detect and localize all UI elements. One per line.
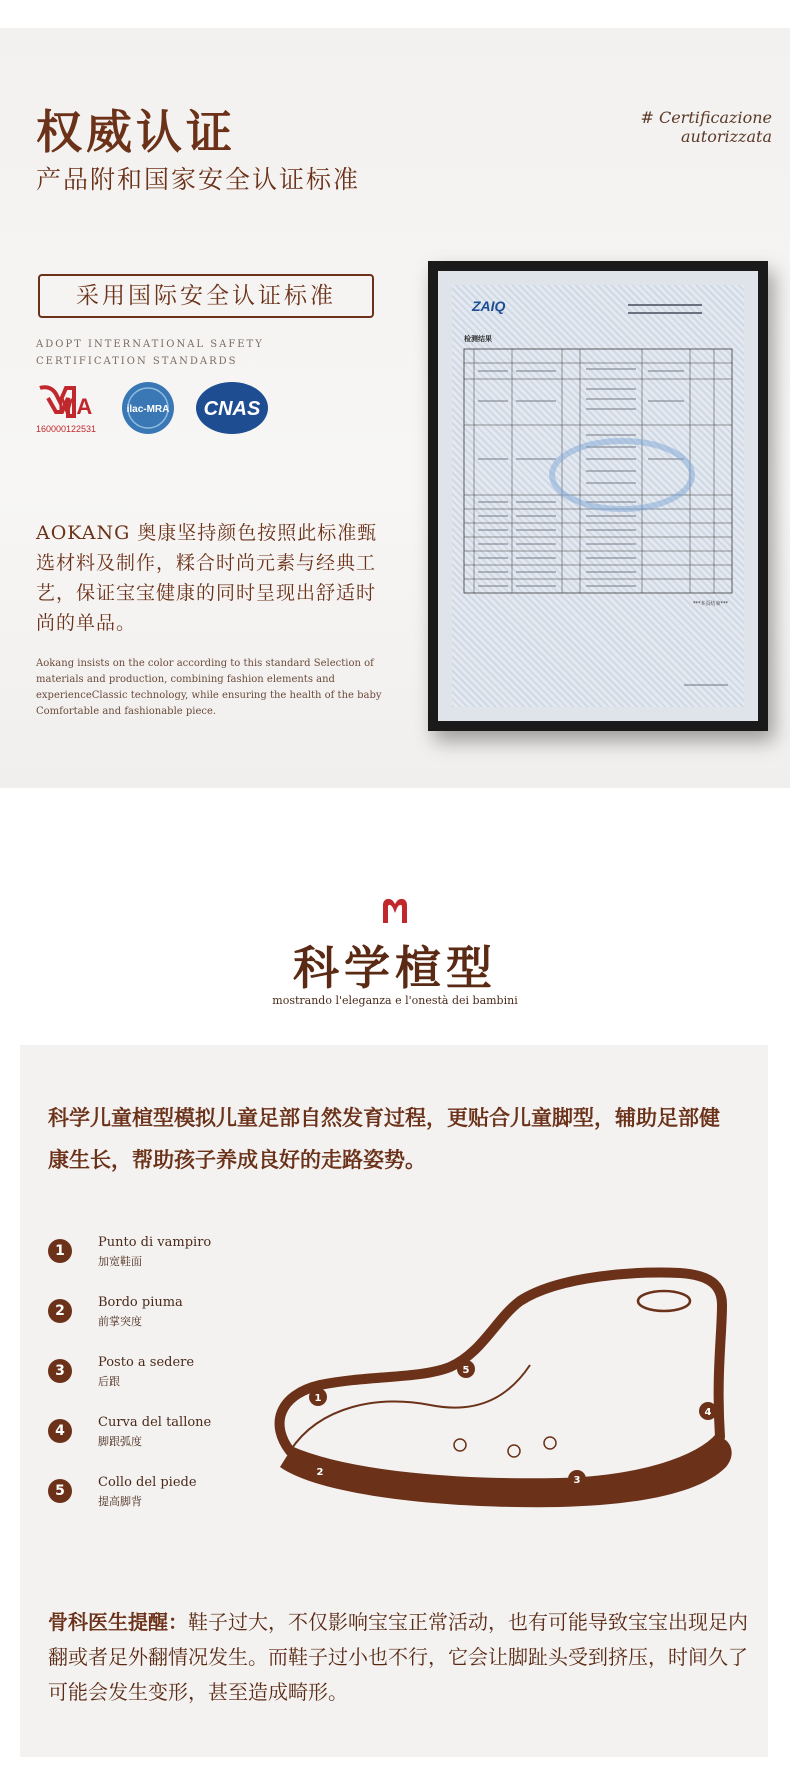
section-title: 科学楦型 (293, 941, 497, 995)
certification-section (0, 28, 790, 788)
document-section-label: 检测结果 (464, 335, 492, 343)
doctor-tip-label: 骨科医生提醒： (48, 1610, 188, 1634)
legend-item (48, 1475, 268, 1519)
shoe-last-panel (20, 1045, 768, 1757)
shoe-marker-5 (457, 1360, 475, 1378)
shoe-last-diagram (260, 1255, 740, 1525)
legend-number: 4 (48, 1419, 72, 1443)
shoe-last-intro: 科学儿童楦型模拟儿童足部自然发育过程，更贴合儿童脚型，辅助足部健康生长，帮助孩子养成良好的走路姿势。 (48, 1105, 720, 1172)
legend-item (48, 1415, 268, 1459)
brand-mark-icon (380, 895, 410, 925)
legend-number: 5 (48, 1479, 72, 1503)
legend-label-en: Collo del piede (98, 1475, 197, 1490)
doctor-tip-text: 鞋子过大，不仅影响宝宝正常活动，也有可能导致宝宝出现足内翻或者足外翻情况发生。而鞋子过小也不行，它会让脚趾头受到挤压，时间久了可能会发生变形，甚至造成畸形。 (48, 1610, 748, 1704)
description-cn: AOKANG 奥康坚持颜色按照此标准甄选材料及制作，糅合时尚元素与经典工艺，保证宝宝健康的同时呈现出舒适时尚的单品。 (36, 522, 378, 634)
certification-logos (36, 380, 296, 440)
shoe-marker-2 (311, 1462, 329, 1480)
ilac-mra-logo (122, 382, 174, 434)
legend-label-en: Curva del tallone (98, 1415, 212, 1430)
shoe-marker-4 (699, 1402, 717, 1420)
cma-label: MA (58, 394, 93, 419)
svg-text:2: 2 (316, 1467, 324, 1478)
legend-label-cn: 后跟 (98, 1375, 120, 1388)
legend-item (48, 1295, 268, 1339)
svg-text:3: 3 (573, 1475, 581, 1486)
legend-label-cn: 提高脚背 (98, 1495, 142, 1508)
page-subtitle: 产品附和国家安全认证标准 (36, 165, 361, 194)
certificate-frame (428, 261, 768, 731)
legend-number: 2 (48, 1299, 72, 1323)
tagline: # Certificazione autorizzata (640, 108, 772, 146)
ilac-label: ilac-MRA (126, 404, 170, 415)
cnas-logo (196, 382, 268, 434)
shoe-marker-3 (568, 1470, 586, 1488)
cma-number: 160000122531 (36, 424, 97, 434)
legend-label-en: Punto di vampiro (98, 1235, 212, 1250)
certificate-document (438, 271, 758, 721)
legend-item (48, 1355, 268, 1399)
svg-text:4: 4 (704, 1407, 712, 1418)
standard-box-title: 采用国际安全认证标准 (38, 274, 374, 318)
svg-text:5: 5 (462, 1365, 470, 1376)
legend-label-cn: 前掌突度 (98, 1315, 142, 1328)
doctor-tip (48, 1605, 748, 1710)
legend-label-cn: 脚跟弧度 (98, 1435, 142, 1448)
legend-label-cn: 加宽鞋面 (98, 1255, 142, 1268)
page-title: 权威认证 (36, 105, 236, 159)
cnas-label: CNAS (203, 398, 261, 420)
legend-number: 1 (48, 1239, 72, 1263)
legend-label-en: Bordo piuma (98, 1295, 183, 1310)
description-en: Aokang insists on the color according to this standard Selection of materials and production, combining fashion elements and experienceClassic technology, while ensuring the health of the baby Comfortable and fashionable piece. (36, 658, 382, 717)
document-logo: ZAIQ (472, 298, 506, 314)
section-subtitle: mostrando l'eleganza e l'onestà dei bambini (272, 994, 518, 1007)
cma-logo (36, 387, 96, 434)
shoe-marker-1 (309, 1388, 327, 1406)
legend-item (48, 1235, 268, 1279)
adopt-text: ADOPT INTERNATIONAL SAFETY CERTIFICATION STANDARDS (36, 339, 264, 367)
svg-text:1: 1 (314, 1393, 322, 1404)
document-end-note: ***本页结束*** (692, 601, 728, 607)
legend-number: 3 (48, 1359, 72, 1383)
legend-label-en: Posto a sedere (98, 1355, 195, 1370)
